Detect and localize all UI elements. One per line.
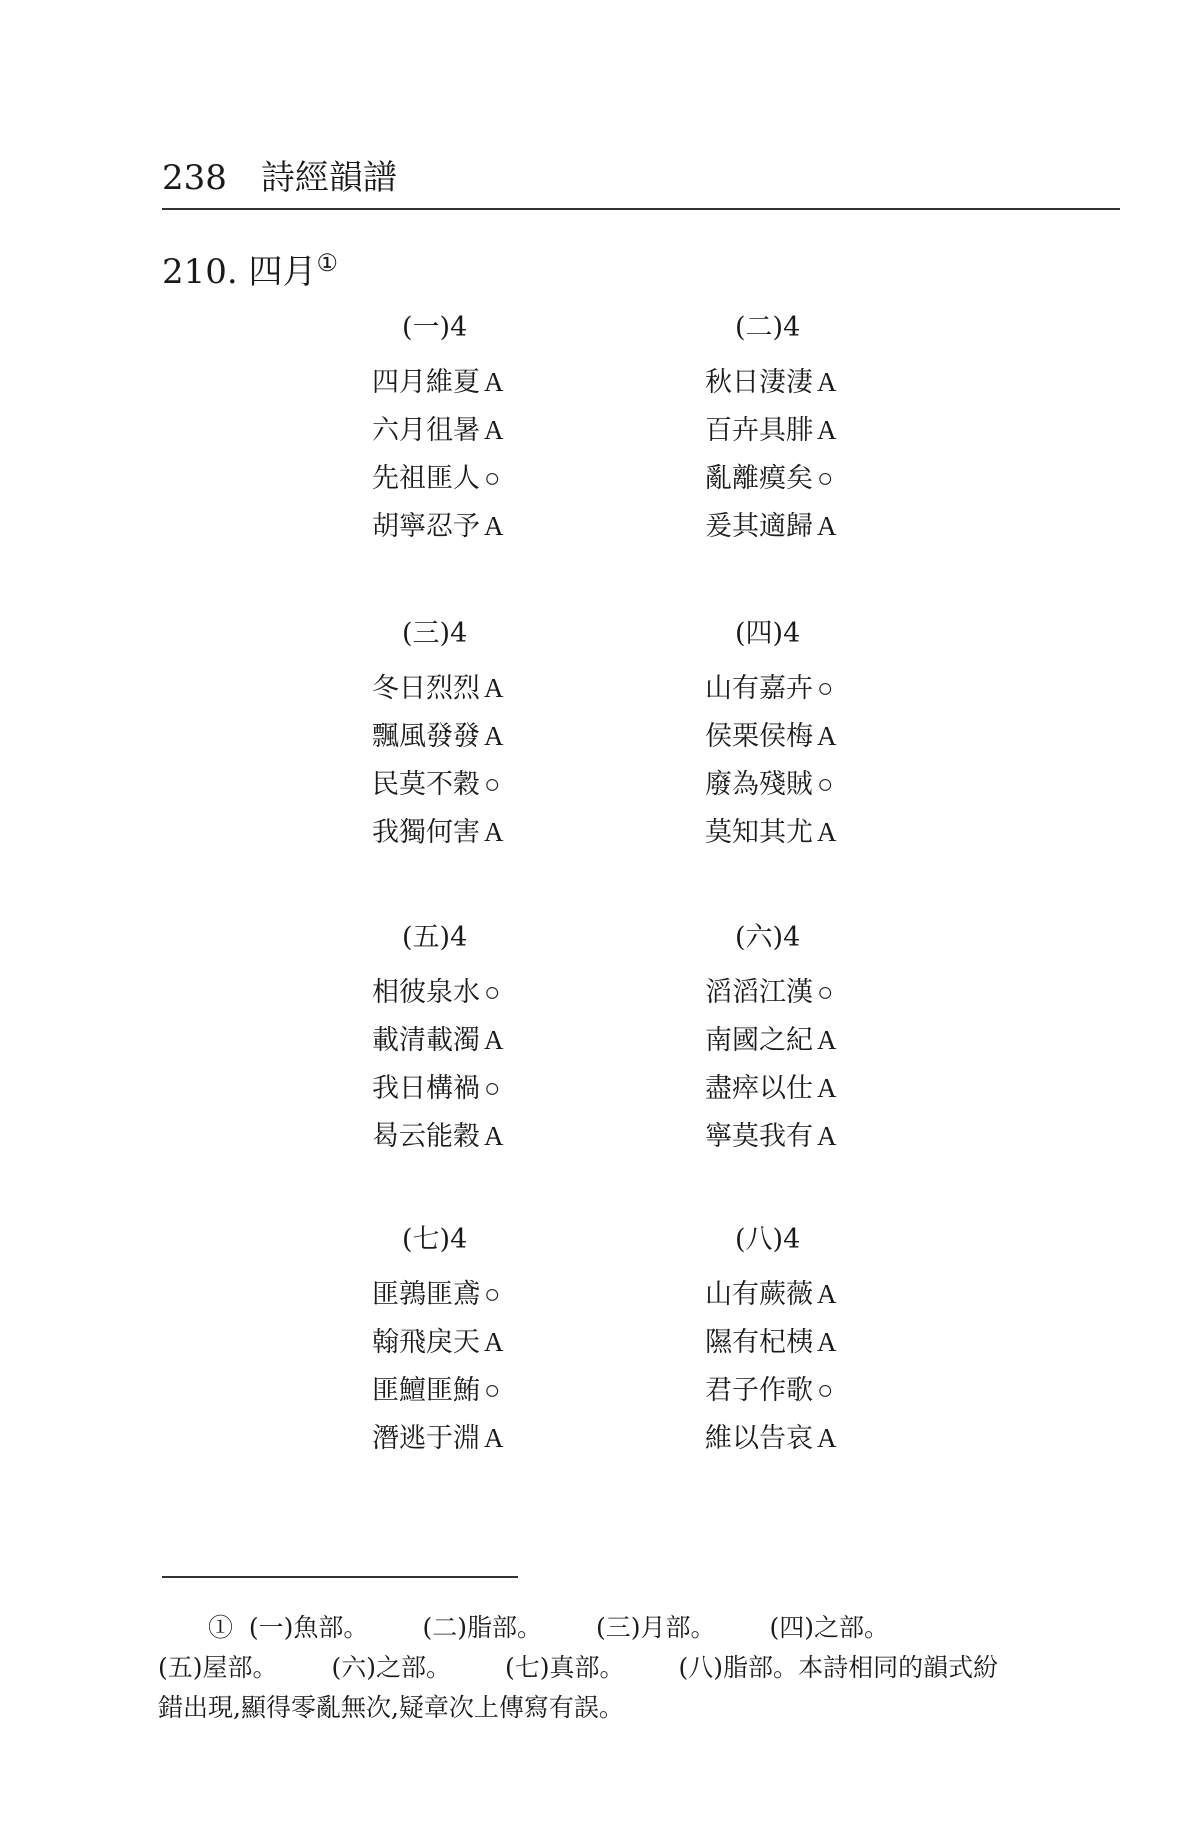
stanza-label: (五)4 bbox=[402, 922, 468, 953]
footnote-ref: ① bbox=[316, 249, 339, 277]
stanza-label: (四)4 bbox=[735, 618, 801, 649]
verse-line bbox=[705, 808, 985, 856]
verse-line bbox=[372, 1318, 652, 1366]
verse-text: 匪鶉匪鳶 bbox=[372, 1279, 480, 1310]
stanza-7 bbox=[372, 1222, 652, 1462]
verse-line bbox=[705, 712, 985, 760]
verse-text: 四月維夏 bbox=[372, 367, 480, 398]
stanza-label: (八)4 bbox=[735, 1224, 801, 1255]
verse-line bbox=[705, 358, 985, 406]
stanza-label: (三)4 bbox=[402, 618, 468, 649]
stanza-label: (一)4 bbox=[402, 312, 468, 343]
verse-text: 隰有杞桋 bbox=[705, 1327, 813, 1358]
rhyme-mark: A bbox=[817, 817, 837, 847]
verse-text: 我日構禍 bbox=[372, 1073, 480, 1104]
verse-text: 冬日烈烈 bbox=[372, 673, 480, 704]
verse-line bbox=[372, 712, 652, 760]
rhyme-mark: ○ bbox=[484, 1375, 501, 1405]
rhyme-mark: A bbox=[484, 1423, 504, 1453]
verse-text: 廢為殘賊 bbox=[705, 769, 813, 800]
footnote-text bbox=[158, 1608, 1118, 1648]
footnote-text bbox=[158, 1688, 1118, 1728]
footnote-entry: (六)之部。 bbox=[331, 1653, 452, 1682]
verse-text: 莫知其尤 bbox=[705, 817, 813, 848]
verse-line bbox=[705, 406, 985, 454]
stanza-1 bbox=[372, 310, 652, 550]
verse-text: 翰飛戾天 bbox=[372, 1327, 480, 1358]
header-rule bbox=[162, 208, 1120, 210]
rhyme-mark: A bbox=[817, 1121, 837, 1151]
verse-text: 山有嘉卉 bbox=[705, 673, 813, 704]
stanza-2 bbox=[705, 310, 985, 550]
stanza-8 bbox=[705, 1222, 985, 1462]
verse-text: 秋日淒淒 bbox=[705, 367, 813, 398]
footnote-entry: (四)之部。 bbox=[769, 1613, 889, 1642]
page-header bbox=[162, 150, 397, 199]
stanza-label: (六)4 bbox=[735, 922, 801, 953]
rhyme-mark: A bbox=[484, 367, 504, 397]
poem-title bbox=[162, 244, 338, 293]
rhyme-mark: ○ bbox=[484, 463, 501, 493]
verse-line bbox=[372, 454, 652, 502]
verse-line bbox=[705, 664, 985, 712]
verse-line bbox=[705, 502, 985, 550]
rhyme-mark: A bbox=[817, 367, 837, 397]
rhyme-mark: A bbox=[484, 1121, 504, 1151]
verse-text: 盡瘁以仕 bbox=[705, 1073, 813, 1104]
rhyme-mark: A bbox=[484, 673, 504, 703]
rhyme-mark: ○ bbox=[817, 1375, 834, 1405]
footnote-entry: (八)脂部。 bbox=[678, 1653, 799, 1682]
verse-line bbox=[705, 1318, 985, 1366]
verse-text: 胡寧忍予 bbox=[372, 511, 480, 542]
poem-number: 210. bbox=[162, 252, 238, 292]
verse-line bbox=[372, 1064, 652, 1112]
verse-text: 先祖匪人 bbox=[372, 463, 480, 494]
verse-line bbox=[372, 968, 652, 1016]
verse-line bbox=[372, 1366, 652, 1414]
rhyme-mark: A bbox=[817, 721, 837, 751]
book-title: 詩經韻譜 bbox=[260, 158, 397, 198]
rhyme-mark: ○ bbox=[817, 977, 834, 1007]
page-number: 238 bbox=[162, 158, 227, 198]
rhyme-mark: ○ bbox=[817, 769, 834, 799]
verse-line bbox=[705, 1016, 985, 1064]
rhyme-mark: A bbox=[817, 415, 837, 445]
footnote-entry: (三)月部。 bbox=[595, 1613, 716, 1642]
rhyme-mark: A bbox=[484, 817, 504, 847]
rhyme-mark: A bbox=[817, 1073, 837, 1103]
verse-text: 君子作歌 bbox=[705, 1375, 813, 1406]
verse-text: 寧莫我有 bbox=[705, 1121, 813, 1152]
rhyme-mark: ○ bbox=[817, 463, 834, 493]
verse-line bbox=[705, 1064, 985, 1112]
verse-text: 維以告哀 bbox=[705, 1423, 813, 1454]
footnote-rule bbox=[162, 1576, 518, 1578]
verse-line bbox=[705, 1112, 985, 1160]
verse-line bbox=[705, 760, 985, 808]
verse-line bbox=[705, 968, 985, 1016]
footnote-entry: (二)脂部。 bbox=[422, 1613, 542, 1642]
verse-text: 爰其適歸 bbox=[705, 511, 813, 542]
verse-line bbox=[372, 502, 652, 550]
footnote-entry: (一)魚部。 bbox=[248, 1613, 369, 1642]
rhyme-mark: A bbox=[484, 721, 504, 751]
stanza-5 bbox=[372, 920, 652, 1160]
stanza-4 bbox=[705, 616, 985, 856]
footnote-remark: 本詩相同的韻式紛 bbox=[798, 1653, 999, 1682]
verse-line bbox=[372, 1112, 652, 1160]
verse-line bbox=[372, 1016, 652, 1064]
verse-text: 匪鱣匪鮪 bbox=[372, 1375, 480, 1406]
stanza-6 bbox=[705, 920, 985, 1160]
rhyme-mark: ○ bbox=[484, 977, 501, 1007]
verse-line bbox=[705, 1366, 985, 1414]
verse-text: 潛逃于淵 bbox=[372, 1423, 480, 1454]
verse-line bbox=[372, 760, 652, 808]
verse-line bbox=[705, 1270, 985, 1318]
verse-line bbox=[705, 454, 985, 502]
rhyme-mark: A bbox=[817, 1423, 837, 1453]
verse-line bbox=[372, 808, 652, 856]
rhyme-mark: ○ bbox=[484, 1279, 501, 1309]
rhyme-mark: ○ bbox=[484, 1073, 501, 1103]
footnote-entry: (七)真部。 bbox=[505, 1653, 625, 1682]
verse-text: 百卉具腓 bbox=[705, 415, 813, 446]
footnote-marker: ① bbox=[208, 1613, 234, 1642]
footnote-remark: 錯出現,顯得零亂無次,疑章次上傳寫有誤。 bbox=[158, 1693, 624, 1722]
verse-text: 民莫不穀 bbox=[372, 769, 480, 800]
footnote-text bbox=[158, 1648, 1118, 1688]
stanza-3 bbox=[372, 616, 652, 856]
stanza-label: (七)4 bbox=[402, 1224, 468, 1255]
verse-line bbox=[372, 1270, 652, 1318]
rhyme-mark: A bbox=[484, 415, 504, 445]
poem-name: 四月 bbox=[248, 252, 317, 292]
verse-text: 南國之紀 bbox=[705, 1025, 813, 1056]
verse-text: 飄風發發 bbox=[372, 721, 480, 752]
rhyme-mark: A bbox=[817, 1025, 837, 1055]
verse-text: 六月徂暑 bbox=[372, 415, 480, 446]
verse-text: 亂離瘼矣 bbox=[705, 463, 813, 494]
verse-text: 載清載濁 bbox=[372, 1025, 480, 1056]
footnote-entry: (五)屋部。 bbox=[158, 1653, 278, 1682]
rhyme-mark: A bbox=[817, 511, 837, 541]
verse-text: 滔滔江漢 bbox=[705, 977, 813, 1008]
verse-line bbox=[372, 1414, 652, 1462]
verse-text: 侯栗侯梅 bbox=[705, 721, 813, 752]
verse-line bbox=[372, 406, 652, 454]
rhyme-mark: A bbox=[817, 1327, 837, 1357]
verse-text: 相彼泉水 bbox=[372, 977, 480, 1008]
stanza-label: (二)4 bbox=[735, 312, 801, 343]
verse-text: 我獨何害 bbox=[372, 817, 480, 848]
rhyme-mark: A bbox=[817, 1279, 837, 1309]
verse-text: 曷云能穀 bbox=[372, 1121, 480, 1152]
verse-line bbox=[372, 358, 652, 406]
rhyme-mark: ○ bbox=[817, 673, 834, 703]
verse-line bbox=[372, 664, 652, 712]
rhyme-mark: ○ bbox=[484, 769, 501, 799]
rhyme-mark: A bbox=[484, 1025, 504, 1055]
rhyme-mark: A bbox=[484, 1327, 504, 1357]
verse-text: 山有蕨薇 bbox=[705, 1279, 813, 1310]
rhyme-mark: A bbox=[484, 511, 504, 541]
footnote bbox=[158, 1608, 1118, 1728]
verse-line bbox=[705, 1414, 985, 1462]
